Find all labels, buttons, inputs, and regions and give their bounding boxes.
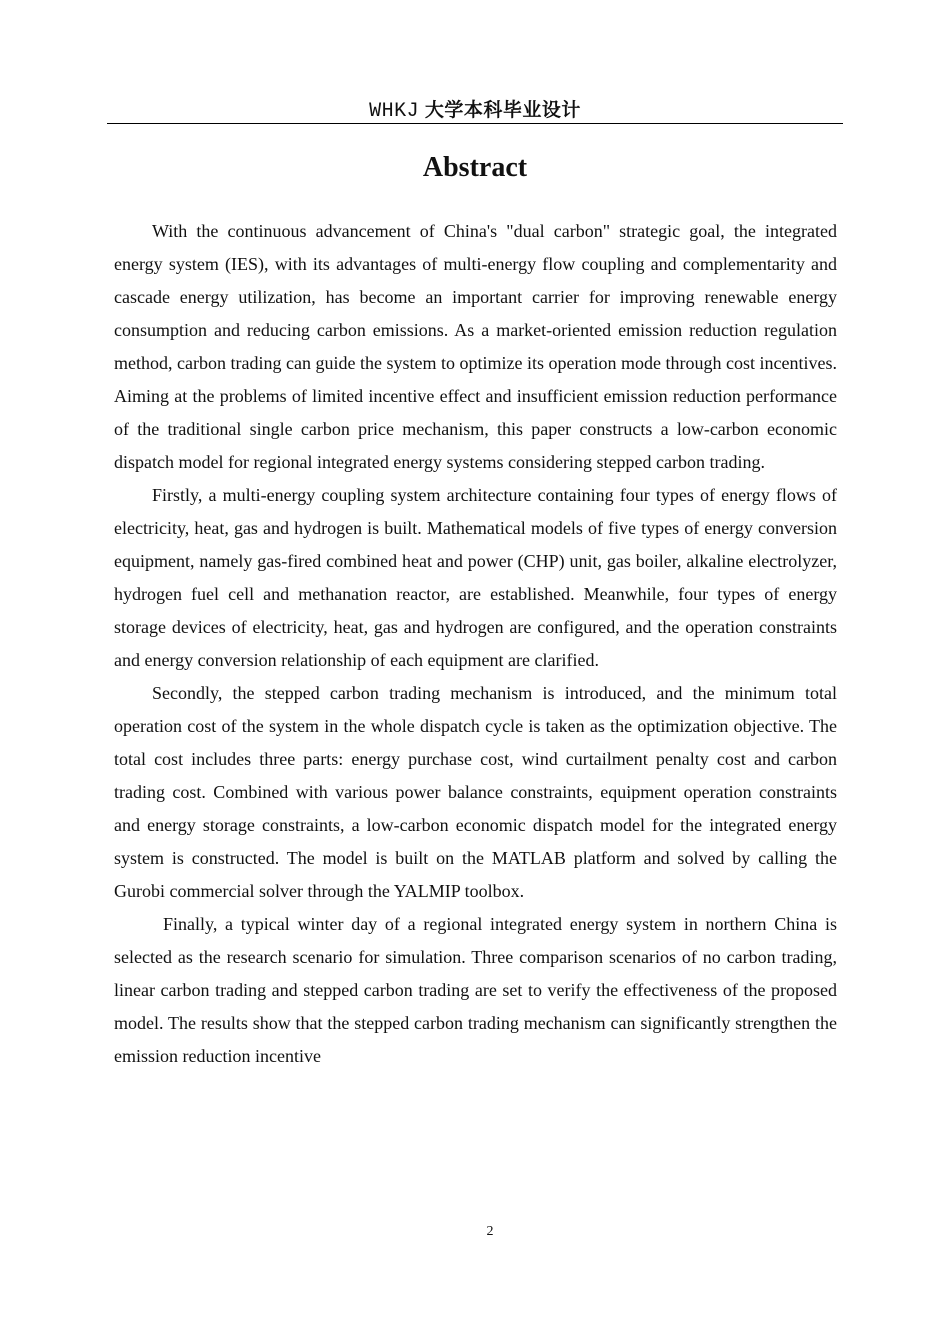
- header-latin-text: WHKJ: [369, 100, 420, 123]
- page-header: [107, 96, 843, 122]
- page-number: 2: [486, 1224, 494, 1239]
- paragraph: Firstly, a multi-energy coupling system architecture containing four types of energy flows of electricity, heat, gas and hydrogen is built. Mathematical models of five types of energy conversion equipment, namely gas-fired combined heat and power (CHP) unit, gas boiler, alkaline electrolyzer, hydrogen fuel cell and methanation reactor, are established. Meanwhile, four types of energy storage devices of electricity, heat, gas and hydrogen are configured, and the operation constraints and energy conversion relationship of each equipment are clarified.: [114, 485, 837, 670]
- paragraph: Secondly, the stepped carbon trading mechanism is introduced, and the minimum total operation cost of the system in the whole dispatch cycle is taken as the optimization objective. The total cost includes three parts: energy purchase cost, wind curtailment penalty cost and carbon trading cost. Combined with various power balance constraints, equipment operation constraints and energy storage constraints, a low-carbon economic dispatch model for the integrated energy system is constructed. The model is built on the MATLAB platform and solved by calling the Gurobi commercial solver through the YALMIP toolbox.: [114, 683, 837, 901]
- header-rule: [107, 123, 843, 124]
- page-title: Abstract: [422, 152, 528, 183]
- abstract-body: [114, 215, 837, 1073]
- paragraph: Finally, a typical winter day of a regional integrated energy system in northern China is selected as the research scenario for simulation. Three comparison scenarios of no carbon trading, linear carbon trading and stepped carbon trading are set to verify the effectiveness of the proposed model. The results show that the stepped carbon trading mechanism can significantly strengthen the emission reduction incentive: [114, 914, 837, 1066]
- header-cjk-text: 大学本科毕业设计: [424, 99, 581, 121]
- paragraph: With the continuous advancement of China's "dual carbon" strategic goal, the integrated energy system (IES), with its advantages of multi-energy flow coupling and complementarity and cascade energy utilization, has become an important carrier for improving renewable energy consumption and reducing carbon emissions. As a market-oriented emission reduction regulation method, carbon trading can guide the system to optimize its operation mode through cost incentives. Aiming at the problems of limited incentive effect and insufficient emission reduction performance of the traditional single carbon price mechanism, this paper constructs a low-carbon economic dispatch model for regional integrated energy systems considering stepped carbon trading.: [114, 221, 837, 472]
